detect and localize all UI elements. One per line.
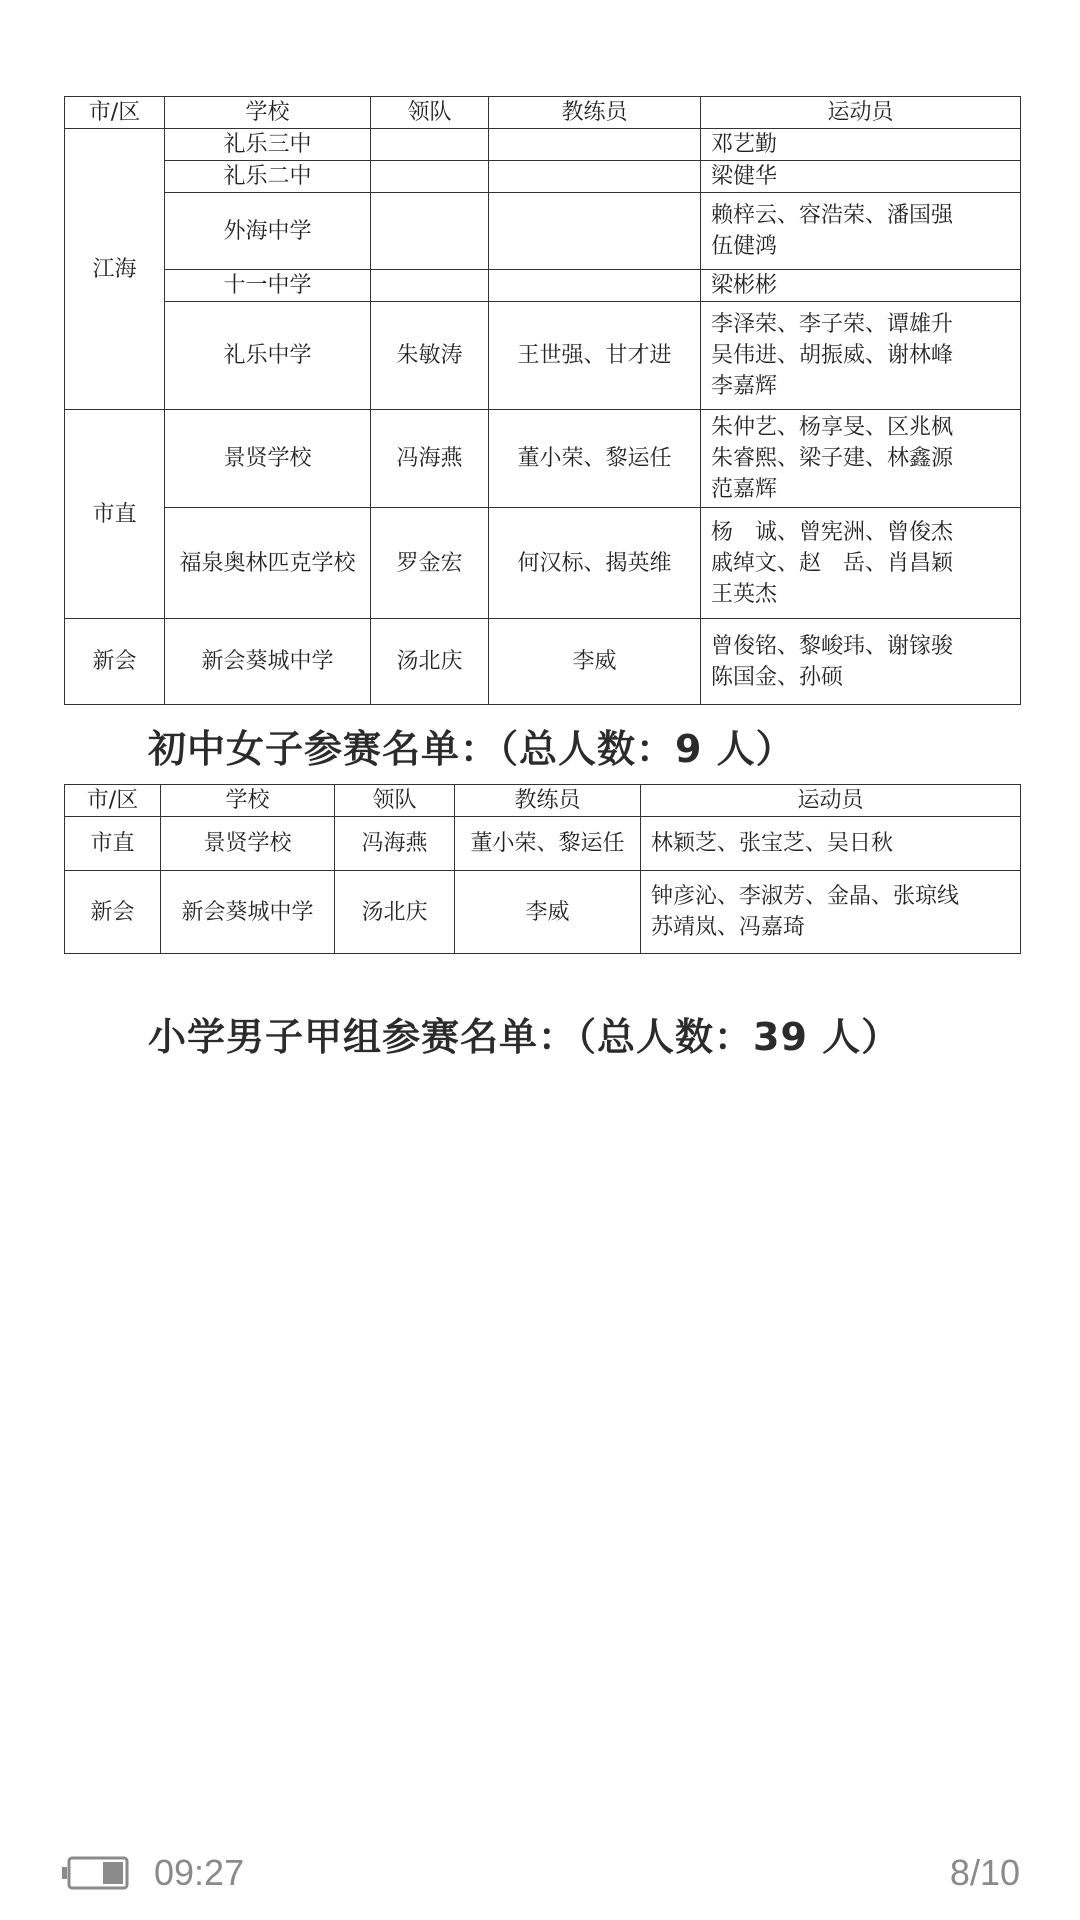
clock-time: 09:27 [154,1852,245,1893]
table-row [65,270,1021,302]
table-row [65,508,1021,619]
athletes-cell: 邓艺勤 [701,129,1021,161]
athletes-cell: 曾俊铭、黎峻玮、谢镓骏 陈国金、孙硕 [701,619,1021,705]
athletes-cell: 钟彦沁、李淑芳、金晶、张琼线 苏靖岚、冯嘉琦 [641,871,1021,954]
coach-cell: 李威 [455,871,641,954]
school-cell: 福泉奥林匹克学校 [165,508,371,619]
header-athletes: 运动员 [701,97,1021,129]
athletes-cell: 梁健华 [701,161,1021,193]
athletes-cell: 杨 诚、曾宪洲、曾俊杰 戚绰文、赵 岳、肖昌颖 王英杰 [701,508,1021,619]
table-header-row [65,97,1021,129]
athletes-cell: 梁彬彬 [701,270,1021,302]
table-row [65,619,1021,705]
school-cell: 礼乐二中 [165,161,371,193]
leader-cell: 汤北庆 [371,619,489,705]
district-cell: 新会 [65,871,161,954]
header-school: 学校 [165,97,371,129]
coach-cell [489,161,701,193]
leader-cell: 汤北庆 [335,871,455,954]
table-row [65,161,1021,193]
school-cell: 外海中学 [165,193,371,270]
school-cell: 新会葵城中学 [165,619,371,705]
district-cell: 市直 [65,817,161,871]
header-leader: 领队 [335,785,455,817]
leader-cell [371,161,489,193]
athletes-cell: 赖梓云、容浩荣、潘国强 伍健鸿 [701,193,1021,270]
header-athletes: 运动员 [641,785,1021,817]
coach-cell: 何汉标、揭英维 [489,508,701,619]
school-cell: 新会葵城中学 [161,871,335,954]
page-indicator: 8/10 [949,1852,1020,1893]
coach-cell: 王世强、甘才进 [489,302,701,410]
school-cell: 礼乐三中 [165,129,371,161]
table-row [65,129,1021,161]
coach-cell [489,193,701,270]
school-cell: 十一中学 [165,270,371,302]
athletes-cell: 林颖芝、张宝芝、吴日秋 [641,817,1021,871]
header-coach: 教练员 [455,785,641,817]
table-row [65,410,1021,508]
leader-cell [371,270,489,302]
district-cell: 江海 [65,129,165,410]
leader-cell: 罗金宏 [371,508,489,619]
district-cell: 新会 [65,619,165,705]
battery-icon [62,1856,130,1890]
table-row [65,193,1021,270]
school-cell: 景贤学校 [165,410,371,508]
header-district: 市/区 [65,97,165,129]
girls-junior-table [64,784,1021,954]
header-coach: 教练员 [489,97,701,129]
athletes-cell: 李泽荣、李子荣、谭雄升 吴伟进、胡振威、谢林峰 李嘉辉 [701,302,1021,410]
coach-cell: 李威 [489,619,701,705]
leader-cell: 朱敏涛 [371,302,489,410]
girls-junior-section-title: 初中女子参赛名单：（总人数：9 人） [148,727,795,771]
leader-cell: 冯海燕 [371,410,489,508]
header-leader: 领队 [371,97,489,129]
table-row [65,817,1021,871]
leader-cell [371,193,489,270]
school-cell: 景贤学校 [161,817,335,871]
district-cell: 市直 [65,410,165,619]
reader-footer [0,1846,1080,1900]
table-header-row [65,785,1021,817]
header-school: 学校 [161,785,335,817]
coach-cell [489,129,701,161]
leader-cell [371,129,489,161]
athletes-cell: 朱仲艺、杨享旻、区兆枫 朱睿熙、梁子建、林鑫源 范嘉辉 [701,410,1021,508]
boys-primary-a-section-title: 小学男子甲组参赛名单：（总人数：39 人） [148,1015,901,1059]
table-row [65,302,1021,410]
leader-cell: 冯海燕 [335,817,455,871]
boys-junior-table [64,96,1021,705]
table-row [65,871,1021,954]
coach-cell: 董小荣、黎运任 [489,410,701,508]
school-cell: 礼乐中学 [165,302,371,410]
header-district: 市/区 [65,785,161,817]
coach-cell: 董小荣、黎运任 [455,817,641,871]
coach-cell [489,270,701,302]
